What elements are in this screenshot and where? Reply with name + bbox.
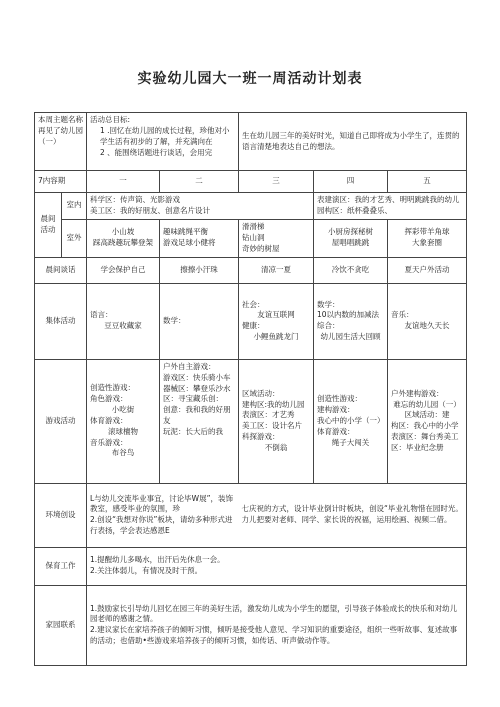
game-activity-label: 游戏活动 bbox=[35, 359, 87, 483]
group-activity-label: 集体活动 bbox=[35, 283, 87, 359]
outdoor-4-line2: 屋唱唱跳跳 bbox=[331, 238, 370, 248]
indoor-performance: 演区：我的才艺秀、明明跳跳我的幼儿园构区：纸杯叠叠乐、 bbox=[317, 195, 460, 215]
outdoor-3-line3: 奇妙的树屋 bbox=[242, 243, 280, 253]
days-label-cell bbox=[35, 171, 87, 193]
care-item-1: 1.提醒幼儿多喝水，出汗后先休息一会。 bbox=[90, 555, 225, 565]
group-1-subject: 语言： bbox=[90, 310, 113, 320]
outdoor-day-3 bbox=[239, 219, 314, 257]
env-item-1a: L与幼儿交流毕业事宜，讨论毕W展”，装饰教室，感受毕业的氛围，珍 bbox=[90, 493, 233, 514]
group-day-5 bbox=[388, 283, 467, 359]
group-day-2 bbox=[160, 283, 239, 359]
indoor-left-cell bbox=[87, 193, 314, 220]
games-day-5 bbox=[388, 359, 467, 483]
home-contact-label: 家园联系 bbox=[35, 585, 87, 665]
page-title: 实验幼儿园大一班一周活动计划表 bbox=[137, 71, 363, 87]
morning-talk-label: 晨间谈话 bbox=[35, 257, 87, 283]
game-1-line: 体育游戏： bbox=[90, 415, 128, 425]
day-3-header: 三 bbox=[239, 171, 314, 193]
indoor-right-prefix: 表建 bbox=[317, 195, 333, 204]
game-2-line: 玩泥：长大后的我 bbox=[163, 427, 223, 436]
indoor-science: 科学区：传声筒、光影游戏 bbox=[90, 195, 180, 204]
morning-area-label: 晨间活动 bbox=[40, 214, 56, 234]
game-1-line: 滚球檀物 bbox=[108, 426, 138, 436]
day-5-header: 五 bbox=[388, 171, 467, 193]
indoor-art: 美工区：我的好朋友、创意名片设计 bbox=[90, 205, 210, 215]
talk-day-1: 学会保护自己 bbox=[87, 257, 160, 283]
outdoor-day-4 bbox=[314, 219, 388, 257]
outdoor-2-line1: 趣味跳绳平衡 bbox=[163, 227, 208, 237]
theme-goals-cell bbox=[87, 113, 239, 171]
days-label: 7内容期 bbox=[38, 176, 66, 186]
environment-label: 环境创设 bbox=[35, 483, 87, 547]
game-3-line: 区域活动： bbox=[242, 388, 280, 398]
game-1-line: 音乐游戏： bbox=[90, 437, 128, 447]
home-item-2: 2.建议家长在家培养孩子的倾听习惯，倾听是接受他人意见、学习知识的重要途径，组织一些听故事、复述故事的活动；也借助•些游戏来培养孩子的倾听习惯，如传话、听声做动作等。 bbox=[90, 625, 458, 646]
game-4-line: 创造性游戏： bbox=[317, 394, 363, 404]
game-4-line: 建构游戏： bbox=[317, 404, 355, 414]
outdoor-day-1 bbox=[87, 219, 160, 257]
outdoor-3-line1: 滑滑梯 bbox=[242, 221, 265, 231]
group-3-topic-a: 友谊互联网 bbox=[257, 310, 295, 320]
games-day-4 bbox=[314, 359, 388, 483]
group-3-topic-b: 小鲤鱼跳龙门 bbox=[253, 332, 299, 342]
game-3-line: 不倒翁 bbox=[264, 443, 288, 452]
talk-day-2: 擦擦小汗珠 bbox=[160, 257, 239, 283]
goal-continued: 生在幼儿园三年的美好时光，知道自己即将成为小学生了，连贯的语言清楚地表达自己的想法。 bbox=[242, 130, 460, 151]
day-2-header: 二 bbox=[160, 171, 239, 193]
game-2-line: 游戏区：快乐骑小车 bbox=[163, 372, 231, 382]
env-item-2a: 2.创设“我想对你说”板块，请幼多种形式进行表扬，学会表达感恩E bbox=[90, 515, 233, 536]
day-1-header: 一 bbox=[87, 171, 160, 193]
outdoor-label: 室外 bbox=[62, 219, 87, 257]
game-5-line: 难忘的幼儿园（一）区域活动：建 bbox=[393, 399, 461, 420]
goal-1: 1 .回忆在幼儿园的成长过程，珍他对小学生活有初步的了解，并充满向在 bbox=[100, 125, 230, 146]
goal-2: 2 、能围绕话题进行谈话，会用完 bbox=[100, 147, 213, 157]
game-1-line: 角色游戏： bbox=[90, 394, 128, 404]
talk-day-4: 冷饮不贪吃 bbox=[314, 257, 388, 283]
theme-goal-continued-cell bbox=[239, 113, 467, 171]
game-3-line: 科探游戏： bbox=[242, 432, 280, 442]
outdoor-day-2 bbox=[160, 219, 239, 257]
indoor-label: 室内 bbox=[62, 193, 87, 220]
env-item-2b: 力儿把要对老师、同学、家长说的祝福，运用绘画、视频二借。 bbox=[241, 515, 452, 525]
game-5-line: 构区：我心中的小学 bbox=[391, 421, 459, 431]
talk-day-5: 夏天户外活动 bbox=[388, 257, 467, 283]
theme-label-cell bbox=[35, 113, 87, 171]
group-2-subject: 数学： bbox=[163, 315, 186, 325]
outdoor-5-line2: 大象套圈 bbox=[412, 238, 443, 248]
game-2-line: 区：寻宝藏乐创： bbox=[163, 394, 223, 404]
group-3-subject-b: 健康： bbox=[242, 321, 265, 331]
care-label: 保育工作 bbox=[35, 547, 87, 585]
outdoor-1-line1: 小山坡 bbox=[111, 227, 135, 237]
outdoor-5-line1: 挥彩带羊角球 bbox=[404, 227, 450, 237]
game-1-line: 布谷鸟 bbox=[111, 448, 135, 458]
weekly-plan-table bbox=[34, 112, 467, 666]
game-1-line: 创造性游戏： bbox=[90, 383, 135, 393]
care-item-2: 2.关注体弱儿，有情况及时干预。 bbox=[90, 566, 203, 576]
game-1-line: 小吃街 bbox=[111, 404, 135, 414]
home-contact-content bbox=[87, 585, 467, 665]
game-2-line: 器械区：攀登乐沙水 bbox=[163, 383, 231, 393]
games-day-3 bbox=[239, 359, 314, 483]
group-day-4 bbox=[314, 283, 388, 359]
outdoor-3-line2: 钻山洞 bbox=[242, 232, 265, 242]
goals-title: 活动总目标: bbox=[90, 115, 131, 124]
outdoor-1-line2: 踩高跷趣玩攀登架 bbox=[93, 238, 153, 248]
game-4-line: 绳子大闯关 bbox=[331, 437, 370, 447]
group-4-topic-a: 10以内数的加减法综合： bbox=[317, 310, 380, 331]
game-2-line: 创意：我和我的好朋友 bbox=[163, 405, 231, 426]
outdoor-day-5 bbox=[388, 219, 467, 257]
group-5-topic: 友谊地久天长 bbox=[404, 321, 450, 331]
game-2-line: 户外自主游戏： bbox=[163, 361, 216, 371]
day-4-header: 四 bbox=[314, 171, 388, 193]
game-4-line: 我心中的小学（一） bbox=[317, 415, 385, 425]
group-4-subject: 数学： bbox=[317, 299, 340, 309]
outdoor-2-line2: 游戏足球小健将 bbox=[163, 238, 216, 248]
group-4-topic-b: 幼儿园生活大回顾 bbox=[320, 332, 381, 342]
talk-day-3: 清凉一夏 bbox=[239, 257, 314, 283]
game-5-line: 区：毕业纪念册 bbox=[391, 443, 444, 452]
environment-right bbox=[239, 483, 467, 547]
game-4-line: 体育游戏： bbox=[317, 426, 355, 436]
group-5-subject: 音乐： bbox=[391, 310, 414, 320]
indoor-right-cell bbox=[314, 193, 467, 220]
games-day-2 bbox=[160, 359, 239, 483]
game-5-line: 表演区：舞台秀美工 bbox=[391, 432, 459, 442]
group-1-topic: 豆豆收藏家 bbox=[104, 321, 142, 331]
morning-area-label-cell bbox=[35, 193, 62, 258]
group-3-subject-a: 社会： bbox=[242, 299, 265, 309]
env-item-1b: 七庆祝的方式，设计毕业倒计时板块，创设“毕业礼物惜在园时光。 bbox=[241, 504, 463, 514]
group-day-3 bbox=[239, 283, 314, 359]
environment-left bbox=[87, 483, 239, 547]
care-content bbox=[87, 547, 467, 585]
theme-label: 本周主题名称再见了幼儿园（一） bbox=[38, 115, 83, 146]
outdoor-4-line1: 小厨房探秘树 bbox=[328, 227, 374, 237]
game-3-line: 美工区：设计名片 bbox=[242, 421, 303, 431]
group-day-1 bbox=[87, 283, 160, 359]
game-5-line: 户外建构游戏： bbox=[391, 388, 444, 398]
game-3-line: 表演区：才艺秀 bbox=[242, 410, 295, 420]
home-item-1: 1.鼓励家长引导幼儿回忆在园三年的美好生活，激发幼儿成为小学生的愿望，引导孩子体验成长的快乐和对幼儿园老师的感谢之情。 bbox=[90, 603, 458, 624]
games-day-1 bbox=[87, 359, 160, 483]
game-3-line: 建构区:我的幼儿园 bbox=[242, 399, 305, 409]
